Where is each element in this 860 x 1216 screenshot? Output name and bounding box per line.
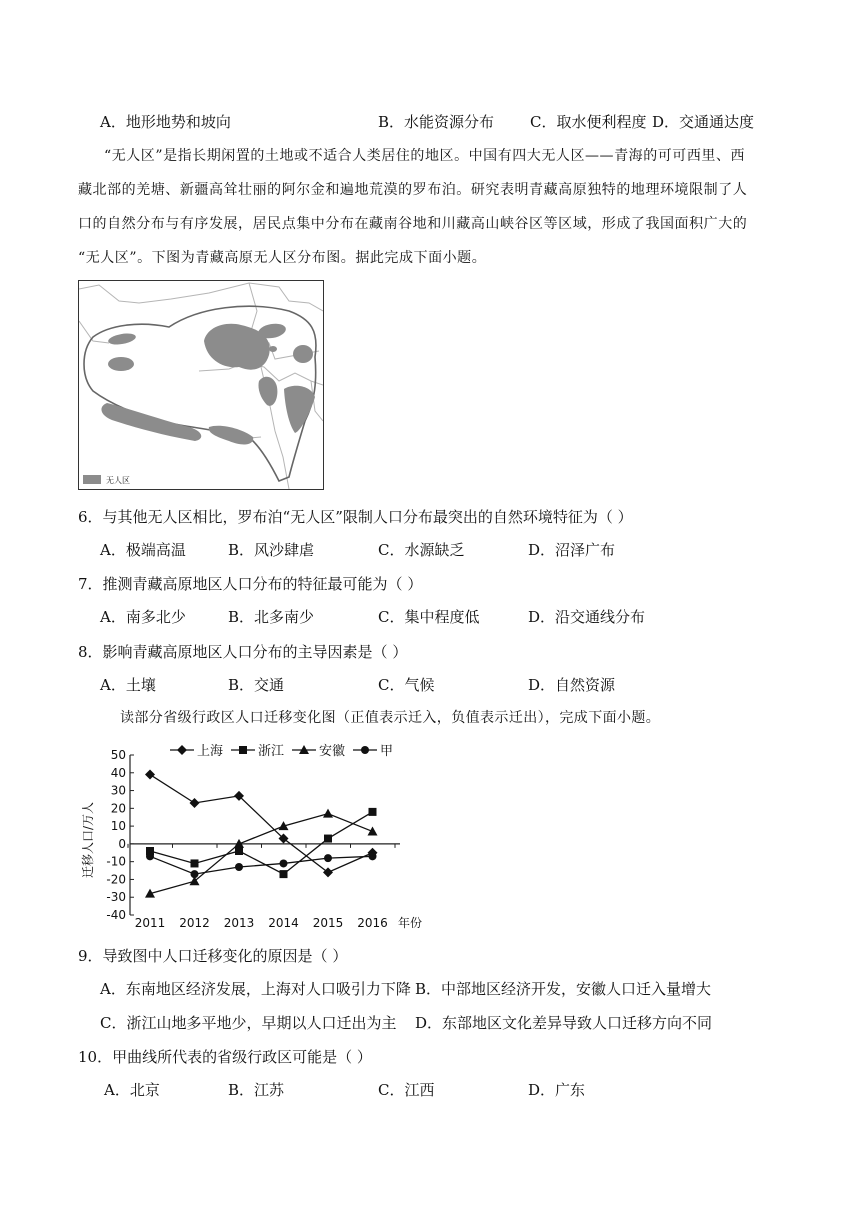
q7-option-d: D．沿交通线分布	[528, 608, 646, 626]
q7-stem: 7．推测青藏高原地区人口分布的特征最可能为（ ）	[78, 575, 423, 593]
area-central	[258, 377, 277, 406]
q8-stem: 8．影响青藏高原地区人口分布的主导因素是（ ）	[78, 643, 408, 661]
data-point-3-4	[324, 854, 332, 862]
passage1-line3: 口的自然分布与有序发展，居民点集中分布在藏南谷地和川藏高山峡谷区等区域，形成了我国面积广大的	[78, 216, 748, 232]
y-tick-label: -20	[106, 872, 126, 887]
boundary-north	[79, 283, 323, 311]
passage1-line2: 藏北部的羌塘、新疆高耸壮丽的阿尔金和遍地荒漠的罗布泊。研究表明青藏高原独特的地理环境限制了人	[78, 182, 748, 198]
q6-option-d: D．沼泽广布	[528, 541, 616, 559]
q8-option-c: C．气候	[378, 676, 435, 694]
q5-option-a: A．地形地势和坡向	[100, 113, 231, 131]
q9-option-c: C．浙江山地多平地少，早期以人口迁出为主	[100, 1014, 397, 1032]
x-axis-label: 年份	[398, 916, 423, 930]
q10-option-b: B．江苏	[228, 1081, 285, 1099]
x-tick-label: 2012	[179, 916, 210, 930]
y-tick-label: 50	[110, 748, 126, 762]
q6-option-c: C．水源缺乏	[378, 541, 465, 559]
passage1-line4: “无人区”。下图为青藏高原无人区分布图。据此完成下面小题。	[78, 250, 487, 266]
data-point-2-4	[323, 809, 333, 818]
y-tick-label: 30	[110, 783, 126, 798]
q7-option-a: A．南多北少	[100, 608, 186, 626]
y-tick-label: 0	[118, 836, 126, 851]
legend-label-2: 安徽	[319, 744, 346, 759]
y-tick-label: 10	[110, 819, 126, 834]
q10-stem: 10．甲曲线所代表的省级行政区可能是（ ）	[78, 1048, 372, 1066]
area-east	[284, 386, 315, 433]
migration-chart-svg	[70, 740, 440, 935]
q10-option-c: C．江西	[378, 1081, 435, 1099]
y-axis-label: 迁移人口/万人	[81, 801, 95, 879]
legend-label: 无人区	[106, 476, 130, 485]
q8-option-b: B．交通	[228, 676, 285, 694]
q7-option-c: C．集中程度低	[378, 608, 480, 626]
data-point-3-2	[235, 863, 243, 871]
legend-label-1: 浙江	[258, 744, 285, 759]
no-man-land-areas	[101, 322, 315, 445]
q7-option-b: B．北多南少	[228, 608, 315, 626]
q6-option-a: A．极端高温	[100, 541, 186, 559]
area-south-east	[209, 426, 253, 445]
legend-label-0: 上海	[197, 744, 224, 759]
migration-chart	[70, 740, 440, 935]
q10-option-a: A．北京	[104, 1081, 160, 1099]
passage2-text: 读部分省级行政区人口迁移变化图（正值表示迁入，负值表示迁出），完成下面小题。	[120, 710, 661, 726]
x-tick-label: 2014	[268, 916, 299, 930]
data-point-0-4	[323, 867, 333, 877]
no-man-land-map	[78, 280, 324, 490]
q8-option-a: A．土壤	[100, 676, 156, 694]
series-line-2	[150, 814, 373, 894]
q6-stem: 6．与其他无人区相比，罗布泊“无人区”限制人口分布最突出的自然环境特征为（ ）	[78, 508, 633, 526]
area-south-long	[101, 403, 201, 441]
x-tick-label: 2013	[223, 916, 255, 930]
data-point-1-4	[324, 835, 332, 843]
passage1-line1: “无人区”是指长期闲置的土地或不适合人类居住的地区。中国有四大无人区——青海的可可西里、西	[104, 148, 746, 164]
legend-marker-1	[239, 746, 247, 754]
legend-label-3: 甲	[380, 744, 394, 759]
q5-option-b: B．水能资源分布	[378, 113, 495, 131]
map-svg	[79, 281, 323, 489]
data-point-1-5	[369, 808, 377, 816]
y-tick-label: -10	[106, 854, 126, 869]
area-small-1	[269, 346, 277, 352]
y-tick-label: -30	[106, 890, 126, 905]
data-point-0-1	[190, 798, 200, 808]
y-tick-label: 40	[110, 765, 126, 780]
y-tick-label: 20	[110, 801, 126, 816]
data-point-3-3	[280, 859, 288, 867]
legend-marker-3	[361, 746, 369, 754]
data-point-2-5	[368, 826, 378, 835]
series-line-3	[150, 856, 373, 874]
data-point-0-0	[145, 770, 155, 780]
data-point-1-3	[280, 870, 288, 878]
area-northwest	[107, 332, 136, 347]
area-west	[108, 357, 134, 371]
data-point-3-0	[146, 852, 154, 860]
q5-option-d: D．交通通达度	[652, 113, 755, 131]
x-tick-label: 2016	[357, 916, 388, 930]
data-point-3-1	[191, 870, 199, 878]
x-tick-label: 2011	[134, 916, 166, 930]
y-tick-label: -40	[106, 908, 126, 922]
data-point-1-1	[191, 859, 199, 867]
q8-option-d: D．自然资源	[528, 676, 616, 694]
q9-option-d: D．东部地区文化差异导致人口迁移方向不同	[415, 1014, 713, 1032]
legend-marker-0	[177, 745, 187, 755]
x-tick-label: 2015	[312, 916, 344, 930]
boundary-west	[79, 321, 109, 343]
q9-option-a: A．东南地区经济发展，上海对人口吸引力下降	[100, 980, 411, 998]
q9-stem: 9．导致图中人口迁移变化的原因是（ ）	[78, 947, 348, 965]
data-point-1-2	[235, 847, 243, 855]
legend-swatch	[83, 475, 101, 484]
q9-option-b: B．中部地区经济开发，安徽人口迁入量增大	[415, 980, 712, 998]
q10-option-d: D．广东	[528, 1081, 586, 1099]
data-point-3-5	[369, 852, 377, 860]
area-kekexili-east	[293, 345, 313, 363]
q5-option-c: C．取水便利程度	[530, 113, 647, 131]
q6-option-b: B．风沙肆虐	[228, 541, 315, 559]
